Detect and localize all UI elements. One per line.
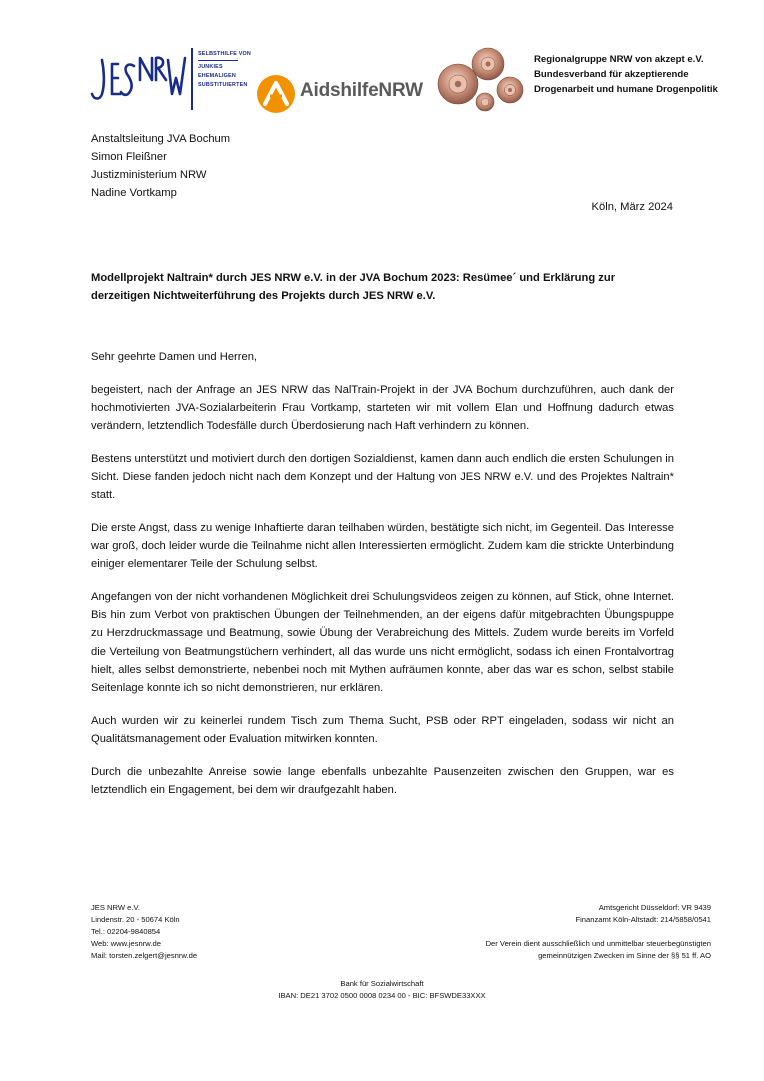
akzept-gears-icon [430, 44, 530, 114]
letterhead [0, 0, 764, 120]
jes-nrw-wordmark-graphic [88, 50, 188, 106]
akzept-line: Bundesverband für akzeptierende [534, 69, 689, 80]
recipient-address [91, 130, 230, 202]
footer-line: JES NRW e.V. [91, 903, 140, 912]
footer-line: Bank für Sozialwirtschaft [340, 979, 424, 988]
akzept-address-block [534, 52, 718, 97]
footer-line: Tel.: 02204-9840854 [91, 927, 161, 936]
footer-web-link[interactable]: Web: www.jesnrw.de [91, 939, 161, 948]
jes-subtitle-line: JUNKIES [198, 64, 223, 70]
jes-subtitle-separator [198, 60, 238, 61]
letter-date: Köln, März 2024 [591, 201, 673, 213]
aidshilfe-wordmark: AidshilfeNRW [300, 80, 423, 101]
body-paragraph: Angefangen von der nicht vorhandenen Möglichkeit drei Schulungsvideos zeigen zu können, auf Stick, ohne Internet. Bis hin zum Verbot von praktischen Übungen der Teilnehmenden, an der eigens dafür mitgebrachten Übungspuppe zu Herzdruckmassage und Beatmung, sowie Übung der Verabreichung des Mittels. Zudem wurde bereits im Vorfeld die Verteilung von Beatmungstüchern verhindert, all das wurde uns nicht ermöglicht, sodass ich einen Frontalvortrag hielt, alles selbst demonstrierte, nebenbei noch mit Mythen aufräumen konnte, aber das war es schon, selbst stabile Seitenlage konnte ich so nicht demonstrieren, nur erklären. [91, 591, 674, 695]
jes-subtitle-top: SELBSTHILFE VON [198, 51, 252, 57]
akzept-line: Regionalgruppe NRW von akzept e.V. [534, 54, 704, 65]
akzept-line: Drogenarbeit und humane Drogenpolitik [534, 84, 718, 95]
footer-bank-details [0, 978, 764, 1002]
address-line: Anstaltsleitung JVA Bochum [91, 133, 231, 145]
footer-line: gemeinnützigen Zwecken im Sinne der §§ 51 ff. AO [538, 951, 711, 960]
body-paragraph: Durch die unbezahlte Anreise sowie lange ebenfalls unbezahlte Pausenzeiten zwischen den Gruppen, war es letztendlich ein Engagement, bei dem wir draufgezahlt haben. [91, 765, 674, 796]
letter-body [91, 348, 674, 814]
jes-subtitle-line: SUBSTITUIERTEN [198, 82, 248, 88]
address-line: Nadine Vortkamp [91, 187, 177, 199]
body-paragraph: Die erste Angst, dass zu wenige Inhaftierte daran teilhaben würden, bestätigte sich nicht, im Gegenteil. Das Interesse war groß, doch leider wurde die Teilnahme nicht allen Interessierten ermöglicht. Zudem kam die strickte Unterbindung einiger elementarer Teile der Schulung selbst. [91, 521, 674, 571]
letter-subject: Modellprojekt Naltrain* durch JES NRW e.V. in der JVA Bochum 2023: Resümee´ und Erklärung zur derzeitigen Nichtweiterführung des Projekts durch JES NRW e.V. [91, 272, 616, 302]
aidshilfe-nrw-logo [256, 74, 426, 114]
address-line: Justizministerium NRW [91, 169, 207, 181]
footer-line: Der Verein dient ausschließlich und unmittelbar steuerbegünstigten [485, 939, 711, 948]
body-paragraph: Bestens unterstützt und motiviert durch den dortigen Sozialdienst, kamen dann auch endlich die ersten Schulungen in Sicht. Diese fanden jedoch nicht nach dem Konzept und der Haltung von JES NRW e.V. und des Projektes Naltrain* statt. [91, 452, 674, 502]
jes-subtitle-line: EHEMALIGEN [198, 73, 236, 79]
jes-logo-subtitle [198, 50, 251, 90]
footer-line: Amtsgericht Düsseldorf: VR 9439 [598, 903, 711, 912]
footer-line: IBAN: DE21 3702 0500 0008 0234 00 - BIC: BFSWDE33XXX [278, 991, 486, 1000]
salutation: Sehr geehrte Damen und Herren, [91, 351, 258, 363]
body-paragraph: begeistert, nach der Anfrage an JES NRW das NalTrain-Projekt in der JVA Bochum durchzuführen, auch dank der hochmotivierten JVA-Sozialarbeiterin Frau Vortkamp, starteten wir mit vollem Elan und Hoffnung dadurch etwas verändern, letztendlich Todesfälle durch Überdosierung nach Haft verhindern zu können. [91, 383, 674, 433]
footer-registry [486, 902, 711, 962]
body-paragraph: Auch wurden wir zu keinerlei rundem Tisch zum Thema Sucht, PSB oder RPT eingeladen, sodass wir nicht an Qualitätsmanagement oder Evaluation mitwirken konnten. [91, 714, 674, 745]
jes-nrw-logo [88, 46, 258, 112]
aidshilfe-emblem-icon [256, 74, 296, 114]
jes-logo-divider [191, 48, 193, 110]
footer-contact [91, 902, 197, 962]
footer-spacer [486, 926, 711, 938]
footer-line: Finanzamt Köln-Altstadt: 214/5858/0541 [575, 915, 711, 924]
footer-line: Lindenstr. 20 - 50674 Köln [91, 915, 180, 924]
footer-mail-link[interactable]: Mail: torsten.zelgert@jesnrw.de [91, 951, 198, 960]
address-line: Simon Fleißner [91, 151, 167, 163]
